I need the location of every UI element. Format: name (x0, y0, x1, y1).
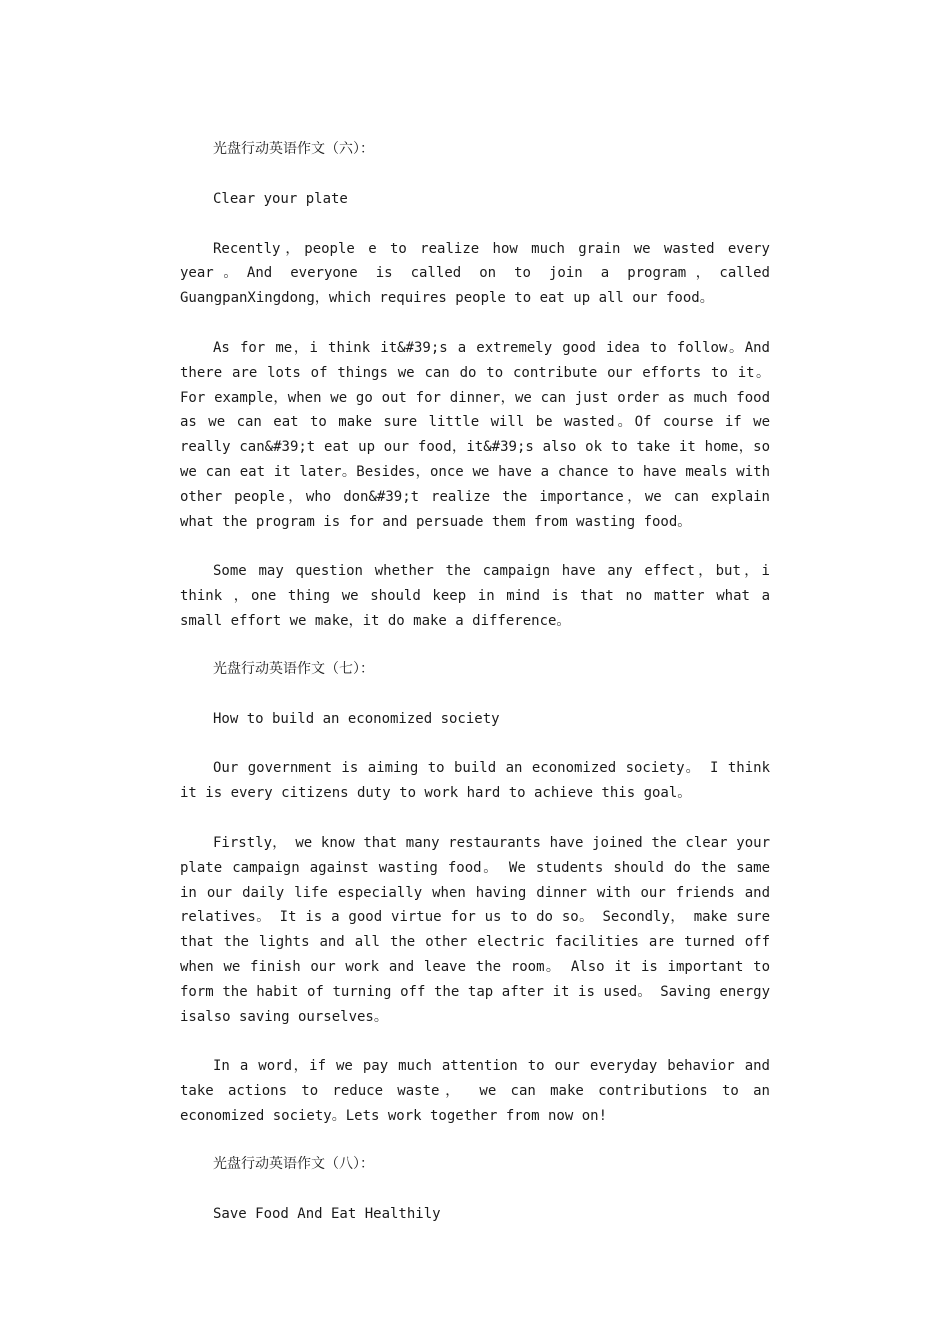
paragraph: Our government is aiming to build an economized society。 I think it is every citizens duty to work hard to achieve this goal。 (180, 760, 770, 802)
paragraph: In a word，if we pay much attention to our everyday behavior and take actions to reduce waste， we can make contributions to an economized society。Lets work together from now on! (180, 1058, 770, 1124)
section-heading-6: 光盘行动英语作文（六）： (213, 141, 374, 157)
section-heading-7: 光盘行动英语作文（七）： (213, 660, 374, 677)
essay-title-save-food: Save Food And Eat Healthily (213, 1205, 441, 1222)
paragraph: Some may question whether the campaign have any effect，but，i think ，one thing we should keep in mind is that no matter what a small effort we make，it do make a difference。 (180, 563, 770, 629)
document-page (180, 137, 770, 1226)
paragraph: As for me，i think it&#39;s a extremely good idea to follow。And there are lots of things we can do to contribute our efforts to it。For example，when we go out for dinner，we can just order as much food as we can eat to make sure little will be wasted。Of course if we really can&#39;t eat up our food，it&#39;s also ok to take it home，so we can eat it later。Besides，once we have a chance to have meals with other people，who don&#39;t realize the importance，we can explain what the program is for and persuade them from wasting food。 (180, 339, 770, 530)
essay-title-clear-your-plate: Clear your plate (213, 190, 348, 207)
section-heading-8: 光盘行动英语作文（八）： (213, 1155, 374, 1172)
paragraph: Firstly， we know that many restaurants have joined the clear your plate campaign against wasting food。 We students should do the same in our daily life especially when having dinner with our friends and relatives。 It is a good virtue for us to do so。 Secondly， make sure that the lights and all the other electric facilities are turned off when we finish our work and leave the room。 Also it is important to form the habit of turning off the tap after it is used。 Saving energy isalso saving ourselves。 (180, 834, 770, 1025)
paragraph: Recently，people e to realize how much grain we wasted every year。And everyone is called on to join a program，called GuangpanXingdong，which requires people to eat up all our food。 (180, 240, 770, 307)
essay-title-economized-society: How to build an economized society (213, 710, 500, 727)
